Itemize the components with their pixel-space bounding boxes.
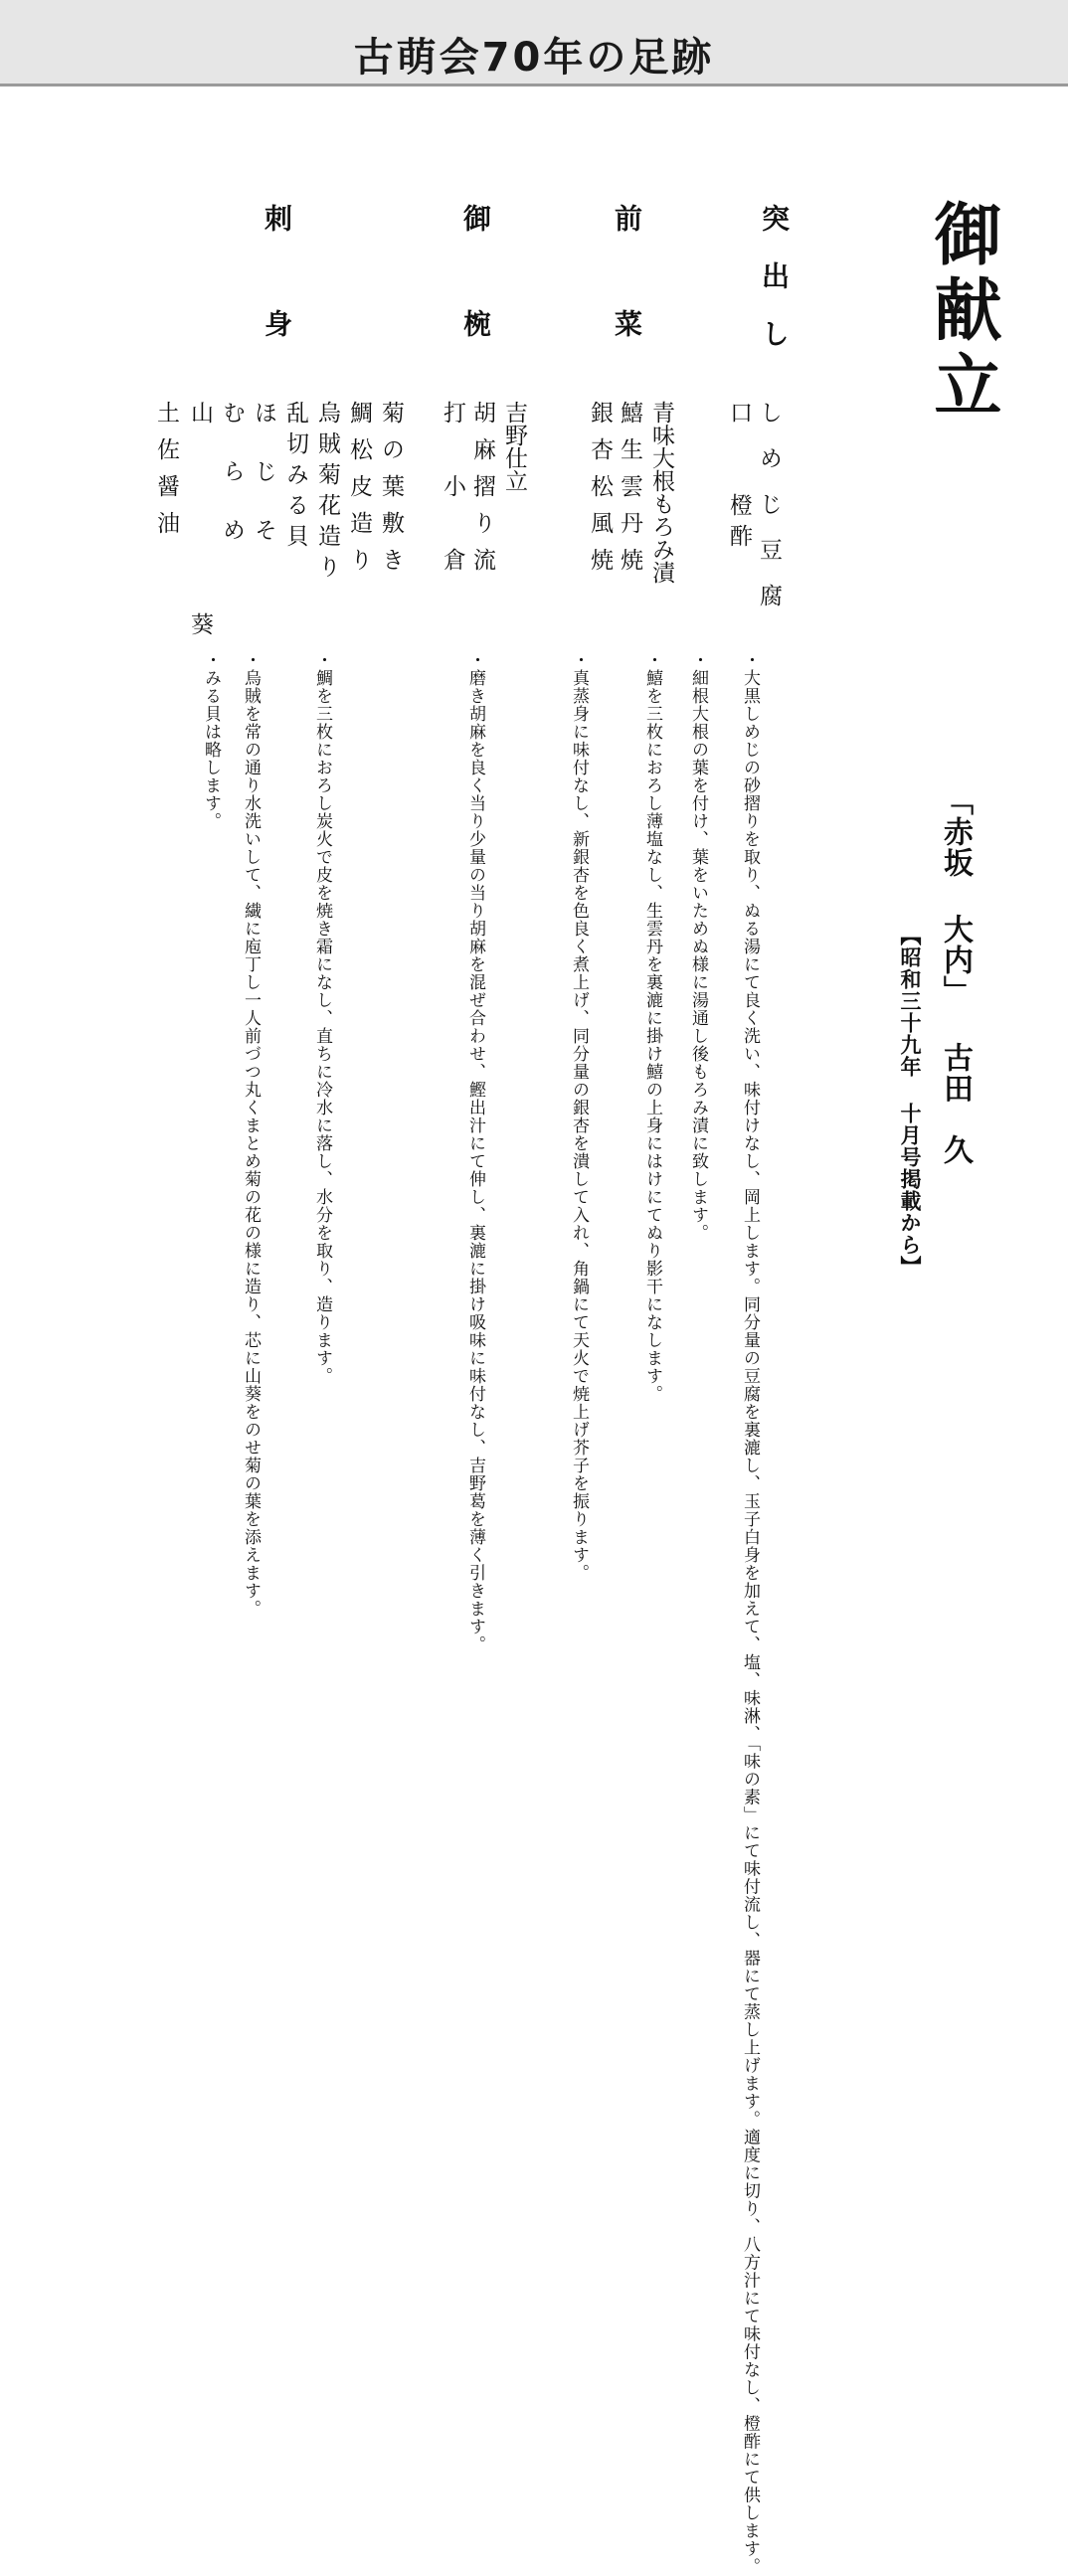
menu-item: 菊の葉敷き <box>378 401 404 585</box>
menu-item: 青味大根もろみ漬 <box>648 401 674 584</box>
course-heading-sashimi: 刺身 <box>261 204 293 415</box>
menu-item: 口 橙酢 <box>726 401 752 555</box>
menu-item: 乱切みる貝 <box>282 401 308 555</box>
course-note: ・烏賊を常の通り水洗いして、繊に庖丁し一人前づつ丸くまとめ菊の花の様に造り、芯に山葵をのせ菊の葉を添えます。 <box>241 651 261 1618</box>
source-line: 「赤坂 大内」 古田 久 <box>938 785 973 1165</box>
menu-item: 烏賊菊花造り <box>314 401 340 586</box>
header-title: 古萌会70年の足跡 <box>353 35 715 81</box>
menu-item: 銀杏松風焼 <box>587 401 613 585</box>
course-heading-owan: 御椀 <box>459 204 492 415</box>
course-note: ・真蒸身に味付なし、新銀杏を色良く煮上げ、同分量の銀杏を潰して入れ、角鍋にて天火で焼上げ芥子を振ります。 <box>569 651 589 1582</box>
menu-item: しめじ豆腐 <box>756 401 782 629</box>
course-note: ・磨き胡麻を良く当り少量の当り胡麻を混ぜ合わせ、鰹出汁にて伸し、裏漉に掛け吸味に味付なし、吉野葛を薄く引きます。 <box>465 651 485 1653</box>
course-heading-tsukidashi: 突出し <box>758 204 791 377</box>
publication-note: 【昭和三十九年 十月号掲載から】 <box>898 925 922 1278</box>
menu-item: 山 葵 <box>187 401 213 683</box>
article-title: 御献立 <box>923 199 1002 426</box>
course-note: ・みる貝は略します。 <box>201 651 221 830</box>
course-note: ・大黒しめじの砂摺りを取り、ぬる湯にて良く洗い、味付けなし、岡上します。同分量の豆腐を裏漉し、玉子白身を加えて、塩、味淋、「味の素」にて味付流し、器にて蒸し上げます。適度に切り、八方汁にて味付なし、橙酢にて供します。 <box>740 651 760 2576</box>
menu-item: 鯛松皮造り <box>346 401 372 585</box>
menu-item: 胡麻摺り流 <box>469 401 495 585</box>
menu-item: 打 小 倉 <box>440 401 465 585</box>
course-note: ・細根大根の葉を付け、葉をいためぬ様に湯通し後もろみ漬に致します。 <box>688 651 708 1242</box>
menu-item: 吉野仕立 <box>501 401 527 492</box>
course-heading-zensai: 前菜 <box>611 204 643 415</box>
menu-item: 土佐醤油 <box>153 401 179 548</box>
course-note: ・鱚を三枚におろし薄塩なし、生雲丹を裏漉に掛け鱚の上身にはけにてぬり影干になします。 <box>642 651 662 1403</box>
course-note: ・鯛を三枚におろし炭火で皮を焼き霜になし、直ちに冷水に落し、水分を取り、造ります。 <box>312 651 332 1385</box>
menu-item: むらめ <box>219 401 245 577</box>
menu-item: 鱚生雲丹焼 <box>617 401 642 585</box>
menu-item: ほじそ <box>251 401 276 577</box>
